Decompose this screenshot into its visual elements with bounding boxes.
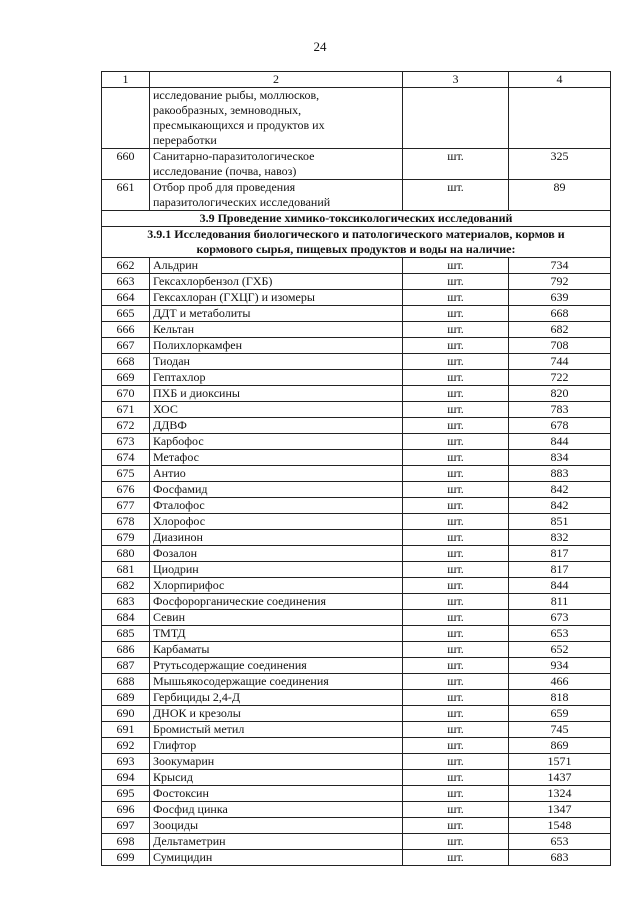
table-row [102,418,611,434]
row-number [102,88,150,149]
row-unit: шт. [403,434,509,450]
row-name: Хлорофос [150,514,403,530]
page-number: 24 [313,39,327,54]
row-unit: шт. [403,386,509,402]
row-unit: шт. [403,306,509,322]
row-unit: шт. [403,802,509,818]
subsection-title-line: 3.9.1 Исследования биологического и патологического материалов, кормов и [147,227,565,241]
row-name [150,88,403,149]
row-number: 697 [102,818,150,834]
row-name: Метафос [150,450,403,466]
row-price: 668 [509,306,611,322]
row-unit: шт. [403,626,509,642]
row-number: 660 [102,149,150,180]
subsection-title-row [102,227,611,258]
row-number: 676 [102,482,150,498]
row-name: ДДТ и метаболиты [150,306,403,322]
row-number: 683 [102,594,150,610]
row-name: ХОС [150,402,403,418]
row-unit: шт. [403,338,509,354]
table-row [102,786,611,802]
row-unit: шт. [403,578,509,594]
table-row [102,562,611,578]
row-name: Зоокумарин [150,754,403,770]
row-price: 817 [509,562,611,578]
row-name-line: ракообразных, земноводных, [153,103,302,117]
row-unit: шт. [403,722,509,738]
row-number: 665 [102,306,150,322]
row-name: Гексахлорбензол (ГХБ) [150,274,403,290]
row-name: Глифтор [150,738,403,754]
row-name: Карбофос [150,434,403,450]
row-number: 674 [102,450,150,466]
table-row [102,706,611,722]
row-name: Гексахлоран (ГХЦГ) и изомеры [150,290,403,306]
row-name: Дельтаметрин [150,834,403,850]
row-name: Фозалон [150,546,403,562]
row-number: 670 [102,386,150,402]
row-price: 653 [509,834,611,850]
row-name: Фосфорорганические соединения [150,594,403,610]
section-title-row [102,211,611,227]
row-name: Фостоксин [150,786,403,802]
row-price [509,88,611,149]
row-price: 1324 [509,786,611,802]
row-number: 679 [102,530,150,546]
row-unit: шт. [403,674,509,690]
row-price: 818 [509,690,611,706]
row-price: 722 [509,370,611,386]
row-price: 466 [509,674,611,690]
table-row [102,402,611,418]
row-unit: шт. [403,834,509,850]
table-row [102,578,611,594]
table-row [102,466,611,482]
header-cell-2: 2 [150,72,403,88]
table-row [102,274,611,290]
row-unit: шт. [403,290,509,306]
row-unit: шт. [403,450,509,466]
continued-row [102,88,611,149]
row-price: 1548 [509,818,611,834]
row-number: 690 [102,706,150,722]
row-unit [403,88,509,149]
row-unit: шт. [403,322,509,338]
row-number: 688 [102,674,150,690]
row-price: 820 [509,386,611,402]
row-unit: шт. [403,738,509,754]
table-row [102,658,611,674]
row-name: Гербициды 2,4-Д [150,690,403,706]
row-name-line: переработки [153,133,217,147]
row-unit: шт. [403,418,509,434]
table-row [102,626,611,642]
row-price: 652 [509,642,611,658]
row-price: 708 [509,338,611,354]
header-row [102,72,611,88]
row-price: 1571 [509,754,611,770]
row-price: 1347 [509,802,611,818]
table-row [102,180,611,211]
row-price: 639 [509,290,611,306]
row-unit: шт. [403,149,509,180]
row-number: 673 [102,434,150,450]
table-row [102,690,611,706]
section-title: 3.9 Проведение химико-токсикологических исследований [102,211,611,227]
row-number: 682 [102,578,150,594]
row-unit: шт. [403,562,509,578]
row-price: 678 [509,418,611,434]
table-row [102,834,611,850]
row-number: 677 [102,498,150,514]
row-price: 832 [509,530,611,546]
table-row [102,818,611,834]
row-number: 662 [102,258,150,274]
price-table-body [102,72,611,866]
row-unit: шт. [403,258,509,274]
row-unit: шт. [403,514,509,530]
table-row [102,594,611,610]
row-unit: шт. [403,466,509,482]
row-price: 745 [509,722,611,738]
row-price: 869 [509,738,611,754]
row-number: 687 [102,658,150,674]
table-row [102,149,611,180]
row-number: 671 [102,402,150,418]
row-number: 664 [102,290,150,306]
row-number: 693 [102,754,150,770]
table-row [102,482,611,498]
row-unit: шт. [403,180,509,211]
row-price: 834 [509,450,611,466]
table-row [102,546,611,562]
header-cell-1: 1 [102,72,150,88]
row-unit: шт. [403,482,509,498]
row-name: Сумицидин [150,850,403,866]
row-price: 325 [509,149,611,180]
row-price: 744 [509,354,611,370]
row-name: Хлорпирифос [150,578,403,594]
row-name: Фосфамид [150,482,403,498]
table-row [102,738,611,754]
table-row [102,642,611,658]
row-number: 666 [102,322,150,338]
row-name: ДДВФ [150,418,403,434]
row-name: Зооциды [150,818,403,834]
row-unit: шт. [403,818,509,834]
row-unit: шт. [403,370,509,386]
table-row [102,610,611,626]
row-number: 667 [102,338,150,354]
row-name: Карбаматы [150,642,403,658]
table-row [102,514,611,530]
table-row [102,450,611,466]
table-row [102,674,611,690]
table-row [102,338,611,354]
row-number: 695 [102,786,150,802]
row-number: 663 [102,274,150,290]
table-row [102,290,611,306]
row-unit: шт. [403,770,509,786]
row-name: Фосфид цинка [150,802,403,818]
header-cell-4: 4 [509,72,611,88]
row-price: 682 [509,322,611,338]
row-price: 811 [509,594,611,610]
row-unit: шт. [403,546,509,562]
subsection-title-line: кормового сырья, пищевых продуктов и воды на наличие: [196,242,516,256]
row-name: ТМТД [150,626,403,642]
row-name: Циодрин [150,562,403,578]
row-price: 883 [509,466,611,482]
row-name: Диазинон [150,530,403,546]
table-row [102,370,611,386]
row-number: 685 [102,626,150,642]
row-number: 668 [102,354,150,370]
table-row [102,770,611,786]
row-unit: шт. [403,610,509,626]
row-number: 698 [102,834,150,850]
row-price: 851 [509,514,611,530]
row-unit: шт. [403,850,509,866]
row-name-line: Санитарно-паразитологическое [153,149,315,163]
row-unit: шт. [403,754,509,770]
row-name: Антио [150,466,403,482]
row-name: Фталофос [150,498,403,514]
row-price: 792 [509,274,611,290]
row-number: 672 [102,418,150,434]
row-unit: шт. [403,690,509,706]
row-name: Альдрин [150,258,403,274]
row-number: 680 [102,546,150,562]
row-price: 934 [509,658,611,674]
row-unit: шт. [403,274,509,290]
table-row [102,306,611,322]
row-unit: шт. [403,642,509,658]
row-price: 842 [509,498,611,514]
row-name [150,149,403,180]
row-price: 89 [509,180,611,211]
row-name: Крысид [150,770,403,786]
price-table [101,71,611,866]
subsection-title [102,227,611,258]
table-row [102,354,611,370]
row-price: 653 [509,626,611,642]
row-number: 689 [102,690,150,706]
table-row [102,434,611,450]
row-name: Мышьякосодержащие соединения [150,674,403,690]
row-name-line: пресмыкающихся и продуктов их [153,118,325,132]
row-name: ПХБ и диоксины [150,386,403,402]
table-row [102,386,611,402]
row-unit: шт. [403,658,509,674]
row-number: 692 [102,738,150,754]
row-name: Полихлоркамфен [150,338,403,354]
row-name-line: исследование (почва, навоз) [153,164,297,178]
row-unit: шт. [403,354,509,370]
row-number: 699 [102,850,150,866]
row-number: 675 [102,466,150,482]
table-row [102,802,611,818]
row-name [150,180,403,211]
table-row [102,258,611,274]
row-unit: шт. [403,706,509,722]
table-row [102,498,611,514]
table-row [102,850,611,866]
row-price: 673 [509,610,611,626]
row-name: Бромистый метил [150,722,403,738]
table-row [102,754,611,770]
row-number: 681 [102,562,150,578]
row-number: 691 [102,722,150,738]
row-price: 844 [509,578,611,594]
row-number: 678 [102,514,150,530]
row-name: ДНОК и крезолы [150,706,403,722]
table-row [102,530,611,546]
row-price: 1437 [509,770,611,786]
table-row [102,722,611,738]
row-price: 842 [509,482,611,498]
row-unit: шт. [403,402,509,418]
row-number: 686 [102,642,150,658]
row-price: 683 [509,850,611,866]
row-name: Кельтан [150,322,403,338]
row-price: 783 [509,402,611,418]
row-name-line: паразитологических исследований [153,195,331,209]
row-number: 669 [102,370,150,386]
row-number: 694 [102,770,150,786]
row-name: Гептахлор [150,370,403,386]
row-name: Севин [150,610,403,626]
row-name: Ртутьсодержащие соединения [150,658,403,674]
row-number: 684 [102,610,150,626]
row-price: 659 [509,706,611,722]
row-unit: шт. [403,530,509,546]
row-unit: шт. [403,786,509,802]
row-name-line: исследование рыбы, моллюсков, [153,88,320,102]
row-price: 844 [509,434,611,450]
table-row [102,322,611,338]
header-cell-3: 3 [403,72,509,88]
row-number: 696 [102,802,150,818]
row-unit: шт. [403,594,509,610]
row-price: 734 [509,258,611,274]
row-name: Тиодан [150,354,403,370]
row-number: 661 [102,180,150,211]
row-unit: шт. [403,498,509,514]
row-price: 817 [509,546,611,562]
row-name-line: Отбор проб для проведения [153,180,296,194]
